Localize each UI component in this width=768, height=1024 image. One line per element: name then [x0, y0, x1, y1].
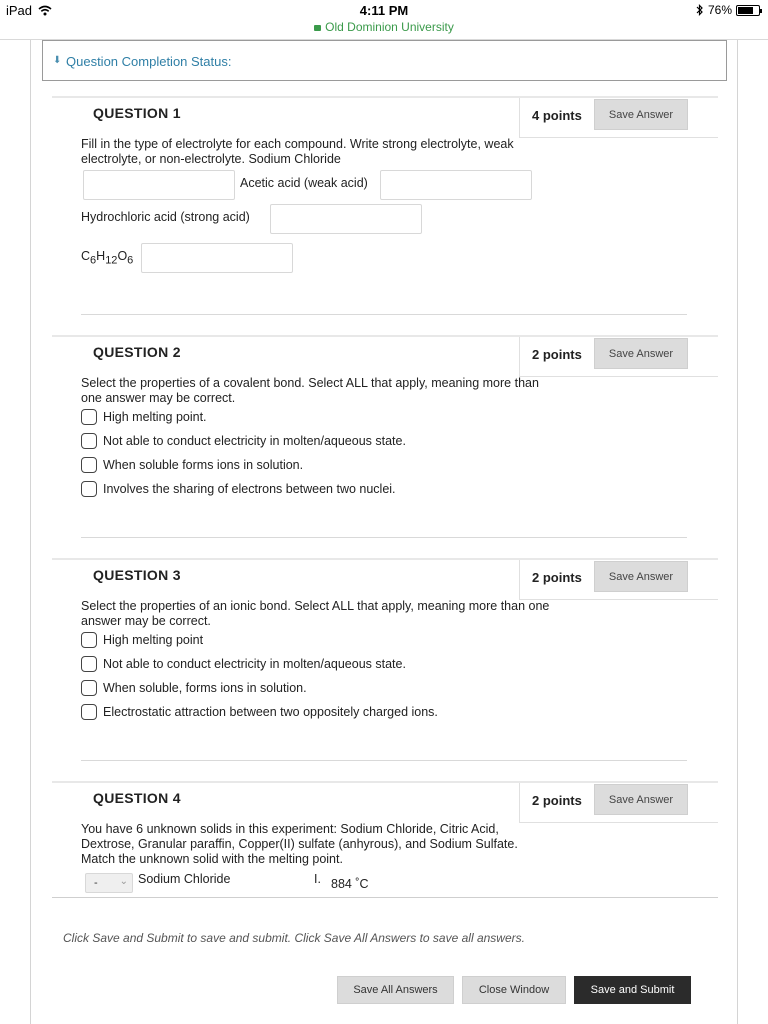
answer-index: I.	[314, 872, 321, 886]
option-label: Electrostatic attraction between two oppositely charged ions.	[103, 705, 438, 719]
formula-h: H	[96, 249, 106, 263]
chevron-down-icon: ⌄	[119, 876, 128, 887]
answer-value: 884 ˚C	[331, 877, 369, 891]
checkbox[interactable]	[81, 481, 97, 497]
site-name: Old Dominion University	[325, 20, 454, 34]
points-panel	[519, 337, 718, 377]
option-item[interactable]	[81, 457, 303, 473]
save-all-answers-button[interactable]: Save All Answers	[337, 976, 454, 1004]
save-answer-button[interactable]: Save Answer	[594, 561, 688, 592]
question-header	[52, 558, 718, 598]
points-value: 2 points	[532, 570, 582, 585]
question-text: You have 6 unknown solids in this experiment: Sodium Chloride, Citric Acid, Dextrose, Granular paraffin, Copper(II) sulfate (anhyrous), and Sodium Sulfate. Match the unknown solid with the melting point.	[81, 822, 518, 866]
points-value: 4 points	[532, 108, 582, 123]
glucose-input[interactable]	[141, 243, 293, 273]
question-header	[52, 335, 718, 375]
acetic-acid-input[interactable]	[380, 170, 532, 200]
question-text: Fill in the type of electrolyte for each compound. Write strong electrolyte, weak electrolyte, or non-electrolyte. Sodium Chloride	[81, 137, 514, 166]
checkbox[interactable]	[81, 457, 97, 473]
formula-c-count: 6	[90, 254, 97, 267]
question-title: QUESTION 2	[93, 344, 181, 360]
glucose-formula	[81, 249, 133, 267]
option-item[interactable]	[81, 680, 307, 696]
option-label: When soluble forms ions in solution.	[103, 458, 304, 472]
battery-icon	[736, 5, 760, 16]
submit-hint: Click Save and Submit to save and submit. Click Save All Answers to save all answers.	[63, 931, 525, 945]
save-and-submit-button[interactable]: Save and Submit	[574, 976, 691, 1004]
device-name: iPad	[6, 3, 33, 18]
formula-o: O	[117, 249, 128, 263]
formula-c: C	[81, 249, 91, 263]
option-label: Not able to conduct electricity in molten/aqueous state.	[103, 657, 406, 671]
checkbox[interactable]	[81, 704, 97, 720]
match-select[interactable]	[85, 873, 133, 893]
save-answer-button[interactable]: Save Answer	[594, 99, 688, 130]
question-title: QUESTION 1	[93, 105, 181, 121]
question-title: QUESTION 4	[93, 790, 181, 806]
footer-divider	[52, 897, 718, 898]
select-value: -	[94, 877, 98, 889]
checkbox[interactable]	[81, 656, 97, 672]
option-item[interactable]	[81, 704, 438, 720]
option-item[interactable]	[81, 481, 396, 497]
question-header	[52, 781, 718, 821]
question-4	[52, 781, 718, 896]
question-divider	[81, 537, 687, 538]
points-panel	[519, 98, 718, 138]
battery-percent: 76%	[707, 3, 732, 17]
save-answer-button[interactable]: Save Answer	[594, 338, 688, 369]
hydrochloric-acid-label: Hydrochloric acid (strong acid)	[81, 210, 250, 224]
points-panel	[519, 560, 718, 600]
lock-icon	[314, 25, 321, 31]
option-label: When soluble, forms ions in solution.	[103, 681, 307, 695]
checkbox[interactable]	[81, 632, 97, 648]
points-panel	[519, 783, 718, 823]
bluetooth-icon	[696, 4, 704, 16]
points-value: 2 points	[532, 793, 582, 808]
checkbox[interactable]	[81, 433, 97, 449]
question-divider	[81, 314, 687, 315]
hydrochloric-acid-input[interactable]	[270, 204, 422, 234]
option-item[interactable]	[81, 632, 203, 648]
formula-h-count: 12	[105, 254, 118, 267]
option-label: Involves the sharing of electrons between two nuclei.	[103, 482, 396, 496]
option-label: High melting point	[103, 633, 204, 647]
site-address[interactable]	[0, 20, 768, 34]
question-text: Select the properties of an ionic bond. Select ALL that apply, meaning more than one answer may be correct.	[81, 599, 550, 628]
save-answer-button[interactable]: Save Answer	[594, 784, 688, 815]
option-item[interactable]	[81, 656, 406, 672]
question-text: Select the properties of a covalent bond. Select ALL that apply, meaning more than one answer may be correct.	[81, 376, 539, 405]
option-item[interactable]	[81, 433, 406, 449]
question-2	[52, 335, 718, 540]
question-3	[52, 558, 718, 763]
checkbox[interactable]	[81, 409, 97, 425]
checkbox[interactable]	[81, 680, 97, 696]
question-1	[52, 96, 718, 316]
question-title: QUESTION 3	[93, 567, 181, 583]
question-header	[52, 96, 718, 136]
completion-status-panel[interactable]	[42, 40, 727, 81]
option-label: High melting point.	[103, 410, 207, 424]
acetic-acid-label: Acetic acid (weak acid)	[240, 176, 368, 190]
formula-o-count: 6	[127, 254, 134, 267]
close-window-button[interactable]: Close Window	[462, 976, 566, 1004]
chevron-down-icon: ⬇︎	[53, 55, 62, 66]
sodium-chloride-input[interactable]	[83, 170, 235, 200]
points-value: 2 points	[532, 347, 582, 362]
match-item-label: Sodium Chloride	[138, 872, 231, 886]
option-item[interactable]	[81, 409, 207, 425]
status-bar	[0, 0, 768, 40]
clock: 4:11 PM	[359, 3, 409, 18]
question-divider	[81, 760, 687, 761]
completion-status-label[interactable]: Question Completion Status:	[66, 54, 232, 69]
option-label: Not able to conduct electricity in molten/aqueous state.	[103, 434, 406, 448]
status-right	[696, 3, 760, 17]
